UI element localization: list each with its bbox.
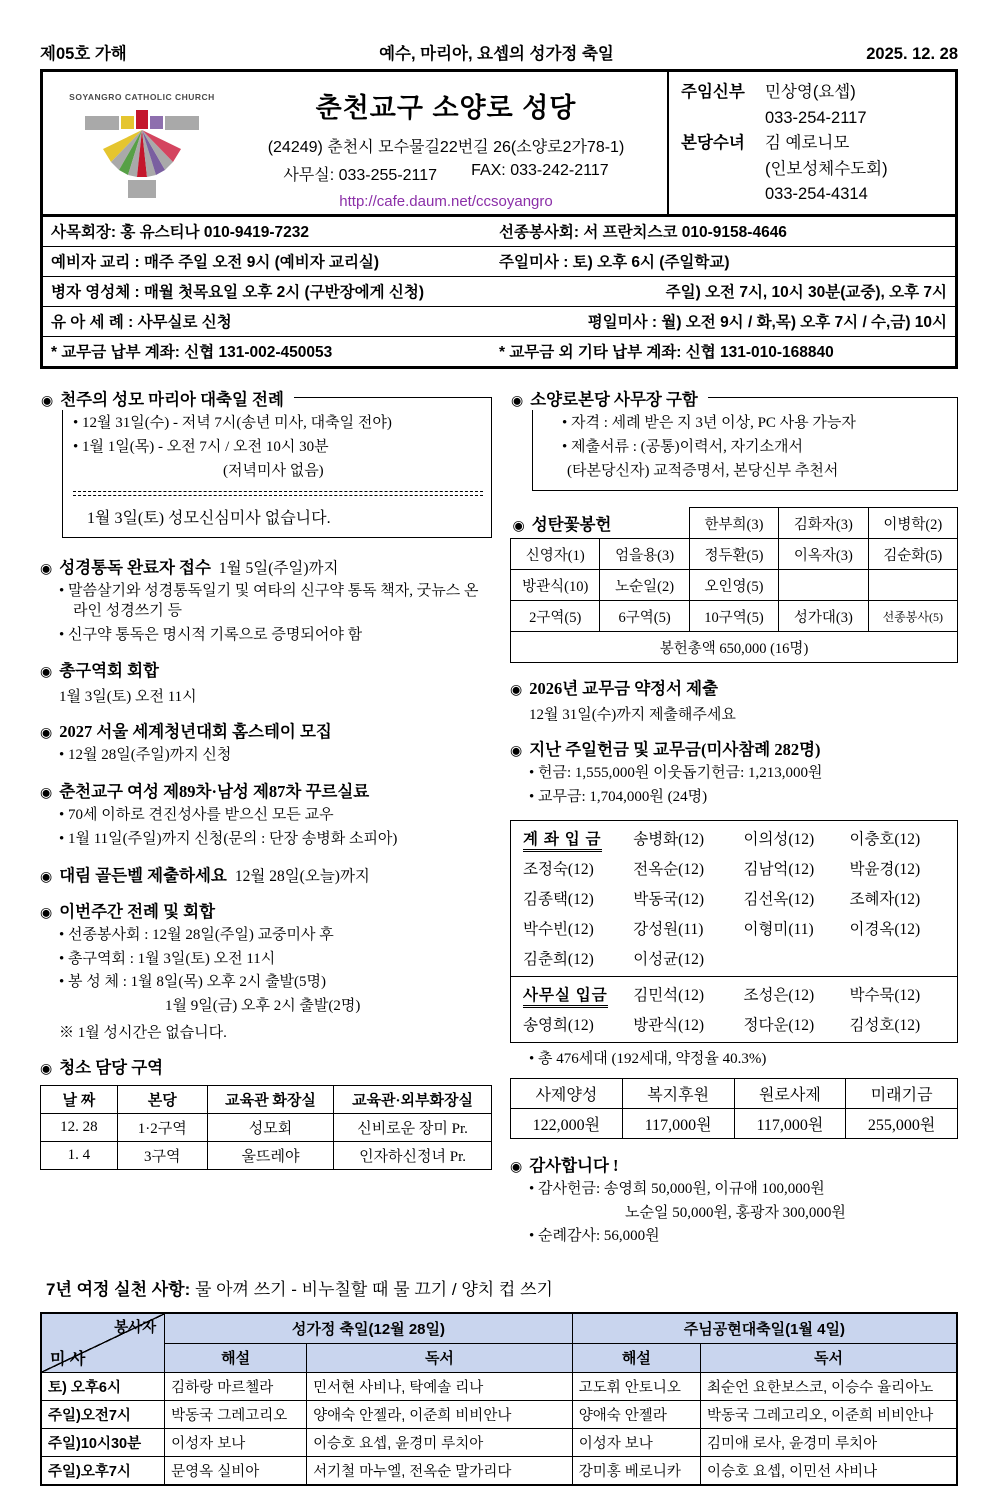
donor-name: 이의성(12): [743, 830, 815, 848]
table-cell: 이병학(2): [868, 508, 957, 539]
church-logo: [53, 78, 231, 210]
offering-title: 지난 주일헌금 및 교무금(미사참례 282명): [529, 740, 821, 760]
weekly-liturgy-section: [40, 898, 492, 1042]
bible-reading-section: [40, 554, 492, 645]
table-cell: 12. 28: [41, 1113, 118, 1141]
donor-name: 박수묵(12): [849, 986, 921, 1004]
flower-title: 성탄꽃봉헌: [531, 515, 612, 535]
thanks-section: [510, 1152, 958, 1247]
issue-date: 2025. 12. 28: [866, 45, 958, 63]
table-cell: 인자하신정녀 Pr.: [334, 1141, 492, 1169]
list-item-continuation: 노순일 50,000원, 홍광자 300,000원: [625, 1204, 846, 1221]
council-time: 1월 3일(토) 오전 11시: [59, 689, 197, 706]
table-cell: 122,000원: [511, 1108, 623, 1138]
cleaning-section: [40, 1054, 492, 1170]
pledge-section: [510, 675, 958, 724]
section-bullet-icon: ◉: [41, 394, 54, 409]
donor-name: 김남억(12): [743, 860, 815, 878]
mary-feast-box: [41, 390, 492, 538]
weekly-note: ※ 1월 성시간은 없습니다.: [59, 1024, 227, 1041]
donor-name: 김성호(12): [849, 1016, 921, 1034]
table-cell: 10구역(5): [689, 601, 778, 632]
district-council-section: [40, 657, 492, 706]
section-bullet-icon: ◉: [512, 519, 525, 535]
list-item: • 헌금: 1,555,000원 이웃돕기헌금: 1,213,000원: [529, 765, 823, 782]
list-item: • 순례감사: 56,000원: [529, 1228, 660, 1245]
table-row: [43, 246, 955, 276]
goldenbell-section: [40, 862, 492, 886]
header-center: [231, 78, 661, 210]
pastor-label: 주임신부: [681, 83, 745, 101]
commentator: 이성자 보나: [165, 1429, 307, 1457]
right-column: [510, 385, 958, 1259]
list-item: • 선종봉사회 : 12월 28일(주일) 교중미사 후: [59, 926, 334, 943]
column-header: 독서: [307, 1343, 573, 1373]
mary-feast-title: 천주의 성모 마리아 대축일 전례: [60, 390, 284, 409]
job-title: 소양로본당 사무장 구함: [530, 390, 698, 409]
cleaning-table: [40, 1085, 492, 1170]
section-title: [40, 657, 492, 681]
column-header: 날 짜: [41, 1085, 118, 1113]
readers: 민서현 사비나, 탁예솔 리나: [307, 1373, 573, 1401]
column-header: 교육관·외부화장실: [334, 1085, 492, 1113]
table-cell: 6구역(5): [600, 601, 689, 632]
mary-line: • 12월 31일(수) - 저녁 7시(송년 미사, 대축일 전야): [73, 415, 392, 431]
church-address: (24249) 춘천시 모수물길22번길 26(소양로2가78-1): [267, 139, 625, 156]
table-row: [511, 508, 958, 539]
office-deposit-label: 사무실 입금: [523, 983, 633, 1005]
section-title: [40, 1054, 492, 1078]
practice-text: 물 아껴 쓰기 - 비누칠할 때 물 끄기 / 양치 컵 쓰기: [194, 1280, 553, 1300]
table-cell: 117,000원: [622, 1108, 734, 1138]
logo-caption: SOYANGRO CATHOLIC CHURCH: [69, 92, 215, 102]
list-item: • 신구약 통독은 명시적 기록으로 증명되어야 함: [59, 626, 363, 643]
feast-group-header: 주님공현대축일(1월 4일): [572, 1313, 957, 1343]
readers: 양애숙 안젤라, 이준희 비비안나: [307, 1401, 573, 1429]
households-total: • 총 476세대 (192세대, 약정율 40.3%): [529, 1050, 767, 1067]
commentator: 이성자 보나: [572, 1429, 700, 1457]
table-cell: 선종봉사(5): [868, 601, 957, 632]
info-cell: 예비자 교리 : 매주 주일 오전 9시 (예비자 교리실): [51, 254, 380, 271]
practice-label: 7년 여정 실천 사항:: [46, 1280, 191, 1300]
donor-name: 전옥순(12): [633, 860, 704, 878]
table-cell: 울뜨레야: [207, 1141, 333, 1169]
section-bullet-icon: ◉: [511, 394, 524, 409]
section-title: [510, 1152, 958, 1176]
table-row: [41, 1429, 957, 1457]
column-header: 사제양성: [511, 1078, 623, 1108]
cursillo-section: [40, 778, 492, 850]
donor-name: 박윤경(12): [849, 860, 921, 878]
list-item: • 12월 28일(주일)까지 신청: [59, 747, 232, 764]
job-opening-box: [511, 390, 958, 491]
office-phone: 사무실: 033-255-2117: [283, 167, 438, 184]
cursillo-title: 춘천교구 여성 제89차·남성 제87차 꾸르실료: [59, 782, 370, 802]
list-item: • 감사헌금: 송영희 50,000원, 이규애 100,000원: [529, 1180, 825, 1197]
list-item: • 총구역회 : 1월 3일(토) 오전 11시: [59, 950, 276, 967]
table-row: [511, 1108, 958, 1138]
donor-name: 박동국(12): [633, 890, 704, 908]
readers: 김미애 로사, 윤경미 루치아: [700, 1429, 957, 1457]
funds-table: [510, 1078, 958, 1139]
donor-name: 송영희(12): [523, 1016, 594, 1034]
table-cell: 김순화(5): [868, 539, 957, 570]
donor-name: 조정숙(12): [523, 860, 594, 878]
readers: 이승호 요셉, 윤경미 루치아: [307, 1429, 573, 1457]
flower-title-cell: [511, 508, 690, 539]
left-column: [40, 385, 492, 1259]
list-item-continuation: 1월 9일(금) 오후 2시 출발(2명): [165, 998, 361, 1015]
section-bullet-icon: ◉: [510, 683, 523, 699]
donor-name: 조성은(12): [743, 986, 815, 1004]
table-cell: 신영자(1): [511, 539, 600, 570]
info-cell: * 교무금 외 기타 납부 계좌: 신협 131-010-168840: [499, 344, 834, 361]
table-cell: 255,000원: [846, 1108, 958, 1138]
weekly-title: 이번주간 전례 및 회합: [59, 901, 216, 921]
section-bullet-icon: ◉: [40, 869, 53, 885]
church-logo-icon: [67, 104, 217, 200]
section-title: [510, 675, 958, 699]
info-cell: 주일미사 : 토) 오후 6시 (주일학교): [499, 254, 730, 271]
table-row: [41, 1113, 492, 1141]
council-title: 총구역회 회합: [59, 661, 159, 681]
sister-label: 본당수녀: [681, 134, 745, 153]
mass-time: 주일)10시30분: [41, 1429, 165, 1457]
corner-bottom-label: 미 사: [50, 1351, 86, 1369]
practice-line: [46, 1275, 958, 1300]
section-title: [40, 554, 492, 578]
table-cell: 방관식(10): [511, 570, 600, 601]
column-header: 교육관 화장실: [207, 1085, 333, 1113]
commentator: 박동국 그레고리오: [165, 1401, 307, 1429]
section-bullet-icon: ◉: [510, 744, 523, 760]
flower-offering-table: [510, 507, 958, 663]
section-bullet-icon: ◉: [40, 1061, 53, 1077]
mary-note: 1월 3일(토) 성모신심미사 없습니다.: [87, 510, 331, 527]
table-row: [511, 632, 958, 663]
church-name: 춘천교구 소양로 성당: [315, 93, 577, 123]
mass-time: 토) 오후6시: [41, 1373, 165, 1401]
table-row: [511, 539, 958, 570]
section-bullet-icon: ◉: [40, 786, 53, 802]
table-row: [41, 1457, 957, 1486]
donor-name: 강성원(11): [633, 920, 704, 938]
cleaning-title: 청소 담당 구역: [59, 1057, 164, 1077]
info-cell: * 교무금 납부 계좌: 신협 131-002-450053: [51, 344, 333, 361]
office-deposit-section: [511, 976, 957, 1042]
top-line: [40, 40, 958, 64]
table-row: [41, 1141, 492, 1169]
bible-title: 성경통독 완료자 접수: [59, 558, 211, 577]
sister-order: (인보성체수도회): [765, 159, 888, 178]
readers: 서기철 마누엘, 전옥순 말가리다: [307, 1457, 573, 1486]
column-header: 해설: [165, 1343, 307, 1373]
table-cell: 1·2구역: [117, 1113, 207, 1141]
feast-group-header: 성가정 축일(12월 28일): [165, 1313, 573, 1343]
bank-deposit-grid: [523, 827, 947, 969]
mary-line: (저녁미사 없음): [223, 463, 324, 479]
table-cell: 117,000원: [734, 1108, 846, 1138]
offering-section: [510, 736, 958, 808]
table-cell: 2구역(5): [511, 601, 600, 632]
church-cafe-link[interactable]: http://cafe.daum.net/ccsoyangro: [339, 193, 553, 210]
mary-line: • 1월 1일(목) - 오전 7시 / 오전 10시 30분: [73, 439, 329, 455]
bank-deposit-section: [511, 821, 957, 976]
table-cell: 정두환(5): [689, 539, 778, 570]
donor-name: 이충호(12): [849, 830, 921, 848]
table-cell: 3구역: [117, 1141, 207, 1169]
info-cell: 평일미사 : 월) 오전 9시 / 화,목) 오후 7시 / 수,금) 10시: [587, 314, 947, 331]
readers: 최순언 요한보스코, 이승수 율리아노: [700, 1373, 957, 1401]
info-cell: 주일) 오전 7시, 10시 30분(교중), 오후 7시: [665, 284, 947, 301]
info-cell: 유 아 세 례 : 사무실로 신청: [51, 314, 232, 331]
section-bullet-icon: ◉: [40, 562, 53, 577]
info-cell: 병자 영성체 : 매월 첫목요일 오후 2시 (구반장에게 신청): [51, 284, 424, 301]
sister-name: 김 예로니모: [765, 134, 850, 153]
table-cell: 노순일(2): [600, 570, 689, 601]
table-cell: 오인영(5): [689, 570, 778, 601]
commentator: 강미홍 베로니카: [572, 1457, 700, 1486]
parish-info-table: [40, 217, 958, 369]
donor-name: 김민석(12): [633, 986, 704, 1004]
pastor-row: [681, 80, 951, 106]
table-row: [511, 1078, 958, 1108]
donor-name: 방관식(12): [633, 1016, 704, 1034]
table-row: [511, 570, 958, 601]
donor-name: 박수빈(12): [523, 920, 594, 938]
list-item: • 교무금: 1,704,000원 (24명): [529, 789, 708, 806]
table-row: [43, 276, 955, 306]
section-title: [41, 386, 294, 410]
section-bullet-icon: ◉: [40, 905, 53, 921]
table-row: [41, 1401, 957, 1429]
donor-name: 조혜자(12): [849, 890, 921, 908]
readers: 박동국 그레고리오, 이준희 비비안나: [700, 1401, 957, 1429]
feast-title: 예수, 마리아, 요셉의 성가정 축일: [379, 45, 614, 63]
issue-number: 제05호 가해: [40, 45, 127, 63]
section-title: [511, 386, 708, 410]
table-cell: 1. 4: [41, 1141, 118, 1169]
thanks-title: 감사합니다 !: [529, 1155, 619, 1175]
goldenbell-title: 대림 골든벨 제출하세요: [59, 865, 227, 885]
pastor-phone: 033-254-2117: [765, 108, 867, 127]
pledge-deadline: 12월 31일(수)까지 제출해주세요: [529, 707, 736, 724]
table-cell: 성가대(3): [779, 601, 868, 632]
table-cell: 이옥자(3): [779, 539, 868, 570]
bible-deadline: 1월 5일(주일)까지: [218, 560, 339, 577]
table-row: [41, 1373, 957, 1401]
sister-phone: 033-254-4314: [765, 185, 868, 204]
wyd-homestay-section: [40, 718, 492, 766]
list-item: • 말씀살기와 성경통독일기 및 여타의 신구약 통독 책자, 굿뉴스 온라인 성경쓰기 등: [59, 583, 479, 619]
table-cell: 성모회: [207, 1113, 333, 1141]
donor-name: 이형미(11): [743, 920, 814, 938]
table-cell: [868, 570, 957, 601]
donor-name: 송병화(12): [633, 830, 704, 848]
table-cell: 엄을용(3): [600, 539, 689, 570]
flower-total: 봉헌총액 650,000 (16명): [511, 632, 958, 663]
account-deposit-box: [510, 820, 958, 1043]
table-row: [41, 1085, 492, 1113]
column-header: 본당: [117, 1085, 207, 1113]
list-item: • 자격 : 세례 받은 지 3년 이상, PC 사용 가능자: [562, 415, 856, 431]
section-title: [510, 736, 958, 760]
table-row: [43, 217, 955, 246]
commentator: 양애숙 안젤라: [572, 1401, 700, 1429]
header-left: [43, 72, 667, 214]
donor-name: 김종택(12): [523, 890, 594, 908]
list-item: • 봉 성 체 : 1월 8일(목) 오후 2시 출발(5명): [59, 974, 327, 991]
table-row: [43, 306, 955, 336]
table-cell: 김화자(3): [779, 508, 868, 539]
donor-name: 이성균(12): [633, 950, 704, 968]
church-phones: [231, 162, 661, 185]
clergy-box: [667, 72, 955, 214]
commentator: 김하랑 마르첼라: [165, 1373, 307, 1401]
section-bullet-icon: ◉: [510, 1159, 523, 1175]
table-row: [41, 1313, 957, 1343]
section-title: [40, 862, 492, 886]
donor-name: 김선옥(12): [743, 890, 815, 908]
donor-name: 김춘희(12): [523, 950, 594, 968]
pledge-title: 2026년 교무금 약정서 제출: [529, 679, 719, 699]
section-bullet-icon: ◉: [40, 726, 53, 742]
column-header: 해설: [572, 1343, 700, 1373]
section-bullet-icon: ◉: [40, 665, 53, 681]
goldenbell-deadline: 12월 28일(오늘)까지: [234, 867, 370, 885]
table-cell: [779, 570, 868, 601]
christmas-flower-section: [510, 507, 958, 663]
list-item: • 70세 이하로 견진성사를 받으신 모든 교우: [59, 807, 334, 824]
commentator: 고도휘 안토니오: [572, 1373, 700, 1401]
mass-servers-table: [40, 1312, 958, 1486]
fax-number: FAX: 033-242-2117: [471, 162, 609, 179]
column-header: 복지후원: [622, 1078, 734, 1108]
table-row: [511, 601, 958, 632]
pastor-name: 민상영(요셉): [765, 83, 856, 101]
readers: 이승호 요셉, 이민선 사비나: [700, 1457, 957, 1486]
diagonal-corner-cell: [41, 1313, 165, 1373]
table-row: [43, 336, 955, 366]
column-header: 원로사제: [734, 1078, 846, 1108]
table-cell: 신비로운 장미 Pr.: [334, 1113, 492, 1141]
list-item: • 1월 11일(주일)까지 신청(문의 : 단장 송병화 소피아): [59, 830, 398, 847]
section-title: [40, 898, 492, 922]
info-cell: 사목회장: 홍 유스티나 010-9419-7232: [51, 224, 309, 241]
donor-name: 정다운(12): [743, 1016, 815, 1034]
sister-row: [681, 131, 951, 157]
section-title: [40, 778, 492, 802]
info-cell: 선종봉사회: 서 프란치스코 010-9158-4646: [499, 224, 787, 241]
corner-top-label: 봉사자: [114, 1320, 157, 1337]
column-header: 독서: [700, 1343, 957, 1373]
commentator: 문영옥 실비아: [165, 1457, 307, 1486]
section-title: [40, 718, 492, 742]
list-item: • 제출서류 : (공통)이력서, 자기소개서: [562, 438, 804, 455]
donor-name: 이경옥(12): [849, 920, 921, 938]
mass-time: 주일)오후7시: [41, 1457, 165, 1486]
bank-deposit-label: 계 좌 입 금: [523, 827, 633, 849]
table-cell: 한부희(3): [689, 508, 778, 539]
office-deposit-grid: [523, 983, 947, 1035]
header-box: [40, 69, 958, 217]
wyd-title: 2027 서울 세계청년대회 홈스테이 모집: [59, 722, 332, 742]
mass-time: 주일)오전7시: [41, 1401, 165, 1429]
list-item-continuation: (타본당신자) 교적증명서, 본당신부 추천서: [567, 462, 839, 479]
double-dashed-divider: [73, 491, 483, 496]
column-header: 미래기금: [846, 1078, 958, 1108]
table-row: [41, 1343, 957, 1373]
